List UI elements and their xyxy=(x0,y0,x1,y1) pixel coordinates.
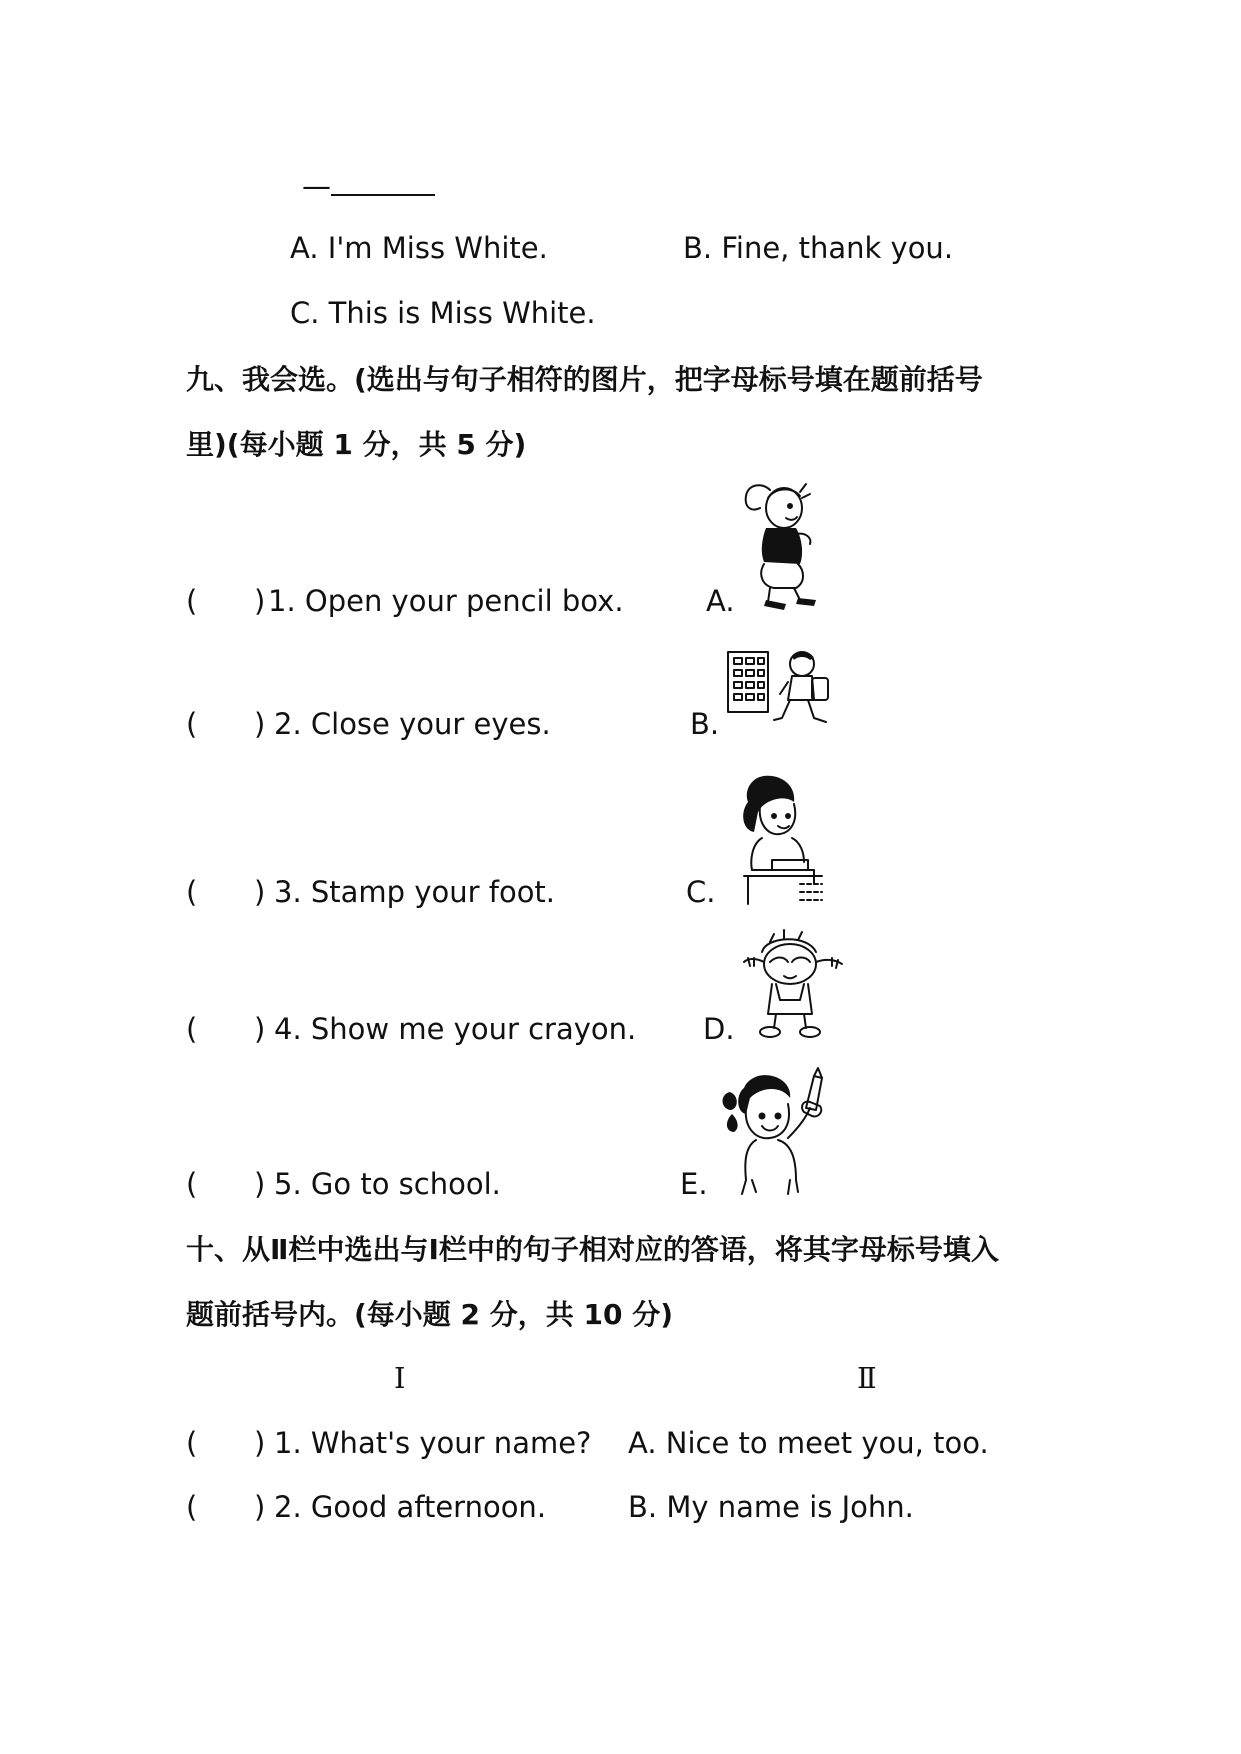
girl-crouching-icon xyxy=(740,478,832,614)
s9-paren-close-5: ) xyxy=(254,1167,266,1201)
s10-paren-close-2: ) xyxy=(254,1490,266,1524)
s9-item-3: 3. Stamp your foot. xyxy=(274,875,556,909)
s10-question-1: 1. What's your name? xyxy=(274,1426,592,1460)
girl-at-desk-icon xyxy=(734,772,826,904)
s9-paren-open-5: ( xyxy=(186,1167,198,1201)
s10-paren-close-1: ) xyxy=(254,1426,266,1460)
s9-option-b: B. xyxy=(690,707,720,741)
s9-option-c: C. xyxy=(686,875,716,909)
girl-covering-eyes-icon xyxy=(740,928,846,1040)
s9-paren-open-3: ( xyxy=(186,875,198,909)
girl-with-crayon-icon xyxy=(716,1068,832,1196)
s9-option-a: A. xyxy=(706,584,735,618)
s9-item-1: 1. Open your pencil box. xyxy=(268,584,624,618)
section9-heading-line1: 九、我会选。(选出与句子相符的图片，把字母标号填在题前括号 xyxy=(186,363,983,396)
section9-heading-line2: 里)(每小题 1 分，共 5 分) xyxy=(186,428,527,461)
s9-paren-open-2: ( xyxy=(186,707,198,741)
section10-heading-line2: 题前括号内。(每小题 2 分，共 10 分) xyxy=(186,1298,674,1331)
s9-paren-close-3: ) xyxy=(254,875,266,909)
boy-walking-to-school-icon xyxy=(722,648,840,734)
s10-answer-a: A. Nice to meet you, too. xyxy=(628,1426,989,1460)
s9-item-2: 2. Close your eyes. xyxy=(274,707,551,741)
s9-item-4: 4. Show me your crayon. xyxy=(274,1012,637,1046)
s10-question-2: 2. Good afternoon. xyxy=(274,1490,547,1524)
option-a: A. I'm Miss White. xyxy=(290,231,548,265)
section10-heading-line1: 十、从Ⅱ栏中选出与Ⅰ栏中的句子相对应的答语，将其字母标号填入 xyxy=(186,1233,999,1266)
s9-item-5: 5. Go to school. xyxy=(274,1167,501,1201)
s10-paren-open-1: ( xyxy=(186,1426,198,1460)
s9-option-d: D. xyxy=(703,1012,735,1046)
s9-paren-open-1: ( xyxy=(186,584,198,618)
answer-line xyxy=(331,170,435,196)
s10-answer-b: B. My name is John. xyxy=(628,1490,914,1524)
s10-paren-open-2: ( xyxy=(186,1490,198,1524)
column-1-label: Ⅰ xyxy=(394,1361,406,1395)
answer-dash: — xyxy=(302,169,331,203)
option-c: C. This is Miss White. xyxy=(290,296,596,330)
s9-option-e: E. xyxy=(680,1167,708,1201)
answer-blank[interactable] xyxy=(302,168,435,204)
s9-paren-close-4: ) xyxy=(254,1012,266,1046)
s9-paren-close-1: ) xyxy=(254,584,266,618)
s9-paren-close-2: ) xyxy=(254,707,266,741)
s9-paren-open-4: ( xyxy=(186,1012,198,1046)
column-2-label: Ⅱ xyxy=(857,1361,877,1395)
option-b: B. Fine, thank you. xyxy=(683,231,954,265)
